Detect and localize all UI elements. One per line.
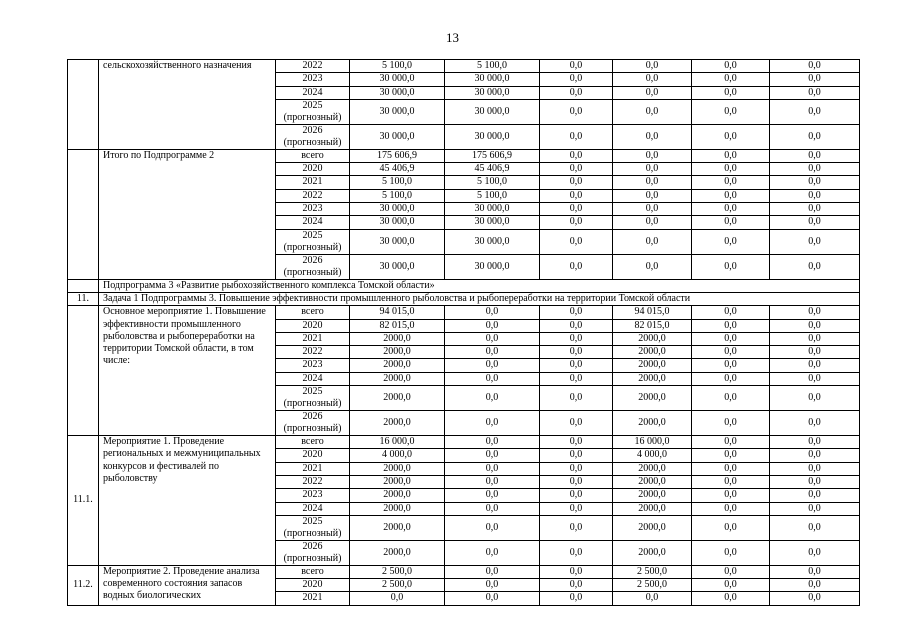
value-cell: 30 000,0 (350, 203, 445, 216)
value-cell: 0,0 (540, 386, 613, 411)
value-cell: 0,0 (692, 462, 770, 475)
value-cell: 0,0 (770, 475, 860, 488)
value-cell: 0,0 (540, 565, 613, 578)
value-cell: 4 000,0 (613, 449, 692, 462)
value-cell: 0,0 (540, 449, 613, 462)
value-cell: 2000,0 (350, 515, 445, 540)
value-cell: 2000,0 (350, 386, 445, 411)
value-cell: 0,0 (692, 515, 770, 540)
value-cell: 0,0 (445, 386, 540, 411)
value-cell: 16 000,0 (613, 436, 692, 449)
row-number (68, 60, 99, 150)
value-cell: 0,0 (692, 149, 770, 162)
value-cell: 2000,0 (613, 332, 692, 345)
value-cell: 30 000,0 (445, 203, 540, 216)
activity-description: Итого по Подпрограмме 2 (99, 149, 276, 279)
value-cell: 30 000,0 (350, 254, 445, 279)
row-number: 11.2. (68, 565, 99, 605)
value-cell: 0,0 (445, 565, 540, 578)
value-cell: 2000,0 (350, 489, 445, 502)
table-row (68, 565, 860, 578)
value-cell: 0,0 (770, 306, 860, 319)
year-cell: 2023 (276, 203, 350, 216)
value-cell: 0,0 (540, 124, 613, 149)
year-cell: всего (276, 306, 350, 319)
value-cell: 0,0 (613, 203, 692, 216)
value-cell: 0,0 (770, 502, 860, 515)
value-cell: 2000,0 (613, 475, 692, 488)
value-cell: 5 100,0 (445, 189, 540, 202)
value-cell: 30 000,0 (445, 216, 540, 229)
value-cell: 0,0 (445, 411, 540, 436)
year-cell: 2022 (276, 475, 350, 488)
value-cell: 0,0 (540, 216, 613, 229)
table-row (68, 149, 860, 162)
value-cell: 45 406,9 (350, 163, 445, 176)
activity-description: Основное мероприятие 1. Повышение эффективности промышленного рыболовства и рыбопереработки на территории Томской области, в том числе: (99, 306, 276, 436)
table-row (68, 60, 860, 73)
value-cell: 2000,0 (613, 515, 692, 540)
value-cell: 0,0 (445, 319, 540, 332)
value-cell: 0,0 (445, 502, 540, 515)
year-cell: 2025 (прогнозный) (276, 515, 350, 540)
value-cell: 0,0 (692, 346, 770, 359)
value-cell: 0,0 (770, 319, 860, 332)
value-cell: 5 100,0 (445, 60, 540, 73)
value-cell: 30 000,0 (350, 229, 445, 254)
value-cell: 2000,0 (350, 540, 445, 565)
value-cell: 0,0 (770, 436, 860, 449)
section-heading: Задача 1 Подпрограммы 3. Повышение эффективности промышленного рыболовства и рыбопереработки на территории Томской области (99, 292, 860, 305)
value-cell: 30 000,0 (445, 254, 540, 279)
value-cell: 0,0 (692, 189, 770, 202)
value-cell: 2000,0 (350, 411, 445, 436)
value-cell: 0,0 (445, 346, 540, 359)
activity-description: сельскохозяйственного назначения (99, 60, 276, 150)
value-cell: 0,0 (692, 386, 770, 411)
value-cell: 5 100,0 (445, 176, 540, 189)
value-cell: 16 000,0 (350, 436, 445, 449)
value-cell: 0,0 (770, 540, 860, 565)
value-cell: 0,0 (540, 346, 613, 359)
value-cell: 0,0 (445, 592, 540, 605)
row-number: 11. (68, 292, 99, 305)
budget-table (67, 59, 860, 606)
value-cell: 0,0 (613, 124, 692, 149)
value-cell: 0,0 (692, 60, 770, 73)
year-cell: 2024 (276, 502, 350, 515)
value-cell: 30 000,0 (350, 124, 445, 149)
value-cell: 30 000,0 (445, 99, 540, 124)
value-cell: 0,0 (692, 86, 770, 99)
value-cell: 0,0 (540, 254, 613, 279)
value-cell: 0,0 (692, 436, 770, 449)
value-cell: 30 000,0 (445, 86, 540, 99)
year-cell: всего (276, 565, 350, 578)
value-cell: 0,0 (540, 359, 613, 372)
value-cell: 82 015,0 (613, 319, 692, 332)
year-cell: 2025 (прогнозный) (276, 99, 350, 124)
value-cell: 0,0 (692, 163, 770, 176)
value-cell: 0,0 (692, 475, 770, 488)
value-cell: 0,0 (692, 176, 770, 189)
year-cell: 2026 (прогнозный) (276, 411, 350, 436)
year-cell: всего (276, 436, 350, 449)
value-cell: 2000,0 (613, 346, 692, 359)
value-cell: 0,0 (445, 306, 540, 319)
year-cell: 2021 (276, 592, 350, 605)
value-cell: 0,0 (540, 489, 613, 502)
value-cell: 30 000,0 (350, 99, 445, 124)
value-cell: 0,0 (540, 579, 613, 592)
year-cell: 2020 (276, 579, 350, 592)
year-cell: 2021 (276, 332, 350, 345)
year-cell: 2020 (276, 163, 350, 176)
value-cell: 2000,0 (350, 332, 445, 345)
value-cell: 0,0 (445, 332, 540, 345)
value-cell: 0,0 (613, 149, 692, 162)
year-cell: 2026 (прогнозный) (276, 124, 350, 149)
value-cell: 0,0 (692, 540, 770, 565)
value-cell: 0,0 (770, 99, 860, 124)
year-cell: 2023 (276, 359, 350, 372)
value-cell: 0,0 (613, 254, 692, 279)
activity-description: Мероприятие 1. Проведение региональных и межмуниципальных конкурсов и фестивалей по рыболовству (99, 436, 276, 566)
value-cell: 0,0 (692, 449, 770, 462)
value-cell: 175 606,9 (445, 149, 540, 162)
value-cell: 30 000,0 (445, 124, 540, 149)
value-cell: 0,0 (613, 60, 692, 73)
value-cell: 0,0 (770, 86, 860, 99)
value-cell: 0,0 (770, 579, 860, 592)
value-cell: 0,0 (613, 176, 692, 189)
value-cell: 5 100,0 (350, 60, 445, 73)
value-cell: 0,0 (692, 359, 770, 372)
value-cell: 2000,0 (613, 462, 692, 475)
value-cell: 0,0 (613, 189, 692, 202)
value-cell: 45 406,9 (445, 163, 540, 176)
value-cell: 0,0 (770, 254, 860, 279)
value-cell: 0,0 (692, 411, 770, 436)
value-cell: 0,0 (770, 176, 860, 189)
value-cell: 0,0 (770, 372, 860, 385)
value-cell: 2 500,0 (613, 579, 692, 592)
year-cell: 2020 (276, 319, 350, 332)
value-cell: 0,0 (770, 60, 860, 73)
value-cell: 0,0 (540, 306, 613, 319)
value-cell: 0,0 (613, 229, 692, 254)
value-cell: 0,0 (692, 99, 770, 124)
value-cell: 0,0 (770, 489, 860, 502)
year-cell: 2022 (276, 60, 350, 73)
value-cell: 0,0 (540, 189, 613, 202)
value-cell: 0,0 (770, 189, 860, 202)
value-cell: 2 500,0 (350, 579, 445, 592)
value-cell: 0,0 (445, 449, 540, 462)
year-cell: 2022 (276, 346, 350, 359)
value-cell: 2 500,0 (613, 565, 692, 578)
value-cell: 0,0 (540, 372, 613, 385)
value-cell: 0,0 (770, 332, 860, 345)
value-cell: 0,0 (692, 502, 770, 515)
value-cell: 0,0 (770, 346, 860, 359)
value-cell: 2000,0 (613, 502, 692, 515)
year-cell: 2021 (276, 462, 350, 475)
value-cell: 0,0 (540, 502, 613, 515)
value-cell: 0,0 (445, 475, 540, 488)
activity-description: Мероприятие 2. Проведение анализа современного состояния запасов водных биологических (99, 565, 276, 605)
value-cell: 0,0 (540, 462, 613, 475)
value-cell: 0,0 (540, 592, 613, 605)
value-cell: 0,0 (770, 462, 860, 475)
value-cell: 0,0 (692, 73, 770, 86)
value-cell: 0,0 (770, 163, 860, 176)
value-cell: 0,0 (445, 489, 540, 502)
value-cell: 0,0 (770, 592, 860, 605)
value-cell: 30 000,0 (445, 73, 540, 86)
value-cell: 0,0 (540, 149, 613, 162)
value-cell: 0,0 (692, 306, 770, 319)
value-cell: 2000,0 (350, 475, 445, 488)
year-cell: 2026 (прогнозный) (276, 254, 350, 279)
value-cell: 2000,0 (350, 359, 445, 372)
value-cell: 0,0 (770, 449, 860, 462)
row-number: 11.1. (68, 436, 99, 566)
value-cell: 0,0 (770, 515, 860, 540)
table-row (68, 436, 860, 449)
value-cell: 0,0 (540, 540, 613, 565)
value-cell: 0,0 (613, 163, 692, 176)
value-cell: 0,0 (613, 216, 692, 229)
value-cell: 0,0 (770, 73, 860, 86)
value-cell: 0,0 (692, 124, 770, 149)
value-cell: 0,0 (692, 579, 770, 592)
value-cell: 0,0 (445, 579, 540, 592)
value-cell: 0,0 (613, 99, 692, 124)
value-cell: 0,0 (540, 332, 613, 345)
value-cell: 0,0 (692, 229, 770, 254)
value-cell: 4 000,0 (350, 449, 445, 462)
value-cell: 0,0 (445, 436, 540, 449)
value-cell: 0,0 (540, 60, 613, 73)
value-cell: 2000,0 (613, 386, 692, 411)
section-row (68, 292, 860, 305)
year-cell: 2024 (276, 216, 350, 229)
value-cell: 2000,0 (350, 346, 445, 359)
year-cell: 2025 (прогнозный) (276, 229, 350, 254)
value-cell: 0,0 (540, 475, 613, 488)
value-cell: 0,0 (613, 73, 692, 86)
value-cell: 0,0 (540, 515, 613, 540)
value-cell: 0,0 (540, 436, 613, 449)
value-cell: 0,0 (540, 163, 613, 176)
value-cell: 0,0 (692, 203, 770, 216)
row-number (68, 306, 99, 436)
value-cell: 0,0 (445, 540, 540, 565)
value-cell: 0,0 (770, 216, 860, 229)
year-cell: 2023 (276, 489, 350, 502)
year-cell: 2021 (276, 176, 350, 189)
row-number (68, 279, 99, 292)
year-cell: 2026 (прогнозный) (276, 540, 350, 565)
value-cell: 5 100,0 (350, 176, 445, 189)
value-cell: 30 000,0 (445, 229, 540, 254)
value-cell: 0,0 (692, 372, 770, 385)
value-cell: 0,0 (540, 73, 613, 86)
value-cell: 0,0 (445, 515, 540, 540)
value-cell: 0,0 (445, 462, 540, 475)
value-cell: 94 015,0 (350, 306, 445, 319)
value-cell: 30 000,0 (350, 86, 445, 99)
value-cell: 2000,0 (613, 359, 692, 372)
table-row (68, 306, 860, 319)
value-cell: 0,0 (540, 86, 613, 99)
value-cell: 0,0 (692, 332, 770, 345)
value-cell: 0,0 (540, 319, 613, 332)
year-cell: всего (276, 149, 350, 162)
value-cell: 0,0 (540, 411, 613, 436)
value-cell: 0,0 (692, 254, 770, 279)
value-cell: 0,0 (770, 229, 860, 254)
value-cell: 30 000,0 (350, 73, 445, 86)
page-number: 13 (446, 30, 459, 45)
value-cell: 5 100,0 (350, 189, 445, 202)
value-cell: 0,0 (445, 359, 540, 372)
value-cell: 0,0 (692, 592, 770, 605)
year-cell: 2023 (276, 73, 350, 86)
value-cell: 2 500,0 (350, 565, 445, 578)
value-cell: 0,0 (692, 489, 770, 502)
year-cell: 2020 (276, 449, 350, 462)
value-cell: 0,0 (770, 149, 860, 162)
value-cell: 82 015,0 (350, 319, 445, 332)
value-cell: 0,0 (445, 372, 540, 385)
value-cell: 30 000,0 (350, 216, 445, 229)
value-cell: 2000,0 (613, 411, 692, 436)
value-cell: 0,0 (692, 319, 770, 332)
value-cell: 2000,0 (613, 372, 692, 385)
value-cell: 0,0 (540, 176, 613, 189)
value-cell: 0,0 (692, 565, 770, 578)
value-cell: 0,0 (350, 592, 445, 605)
value-cell: 0,0 (770, 411, 860, 436)
year-cell: 2024 (276, 372, 350, 385)
year-cell: 2025 (прогнозный) (276, 386, 350, 411)
value-cell: 2000,0 (350, 502, 445, 515)
value-cell: 2000,0 (613, 540, 692, 565)
value-cell: 0,0 (613, 86, 692, 99)
value-cell: 2000,0 (613, 489, 692, 502)
section-row (68, 279, 860, 292)
value-cell: 0,0 (540, 99, 613, 124)
value-cell: 0,0 (770, 124, 860, 149)
value-cell: 0,0 (770, 386, 860, 411)
value-cell: 0,0 (770, 203, 860, 216)
value-cell: 2000,0 (350, 462, 445, 475)
value-cell: 0,0 (770, 359, 860, 372)
year-cell: 2024 (276, 86, 350, 99)
value-cell: 94 015,0 (613, 306, 692, 319)
value-cell: 0,0 (770, 565, 860, 578)
value-cell: 175 606,9 (350, 149, 445, 162)
value-cell: 2000,0 (350, 372, 445, 385)
value-cell: 0,0 (540, 203, 613, 216)
value-cell: 0,0 (692, 216, 770, 229)
year-cell: 2022 (276, 189, 350, 202)
value-cell: 0,0 (540, 229, 613, 254)
section-heading: Подпрограмма 3 «Развитие рыбохозяйственного комплекса Томской области» (99, 279, 860, 292)
value-cell: 0,0 (613, 592, 692, 605)
row-number (68, 149, 99, 279)
